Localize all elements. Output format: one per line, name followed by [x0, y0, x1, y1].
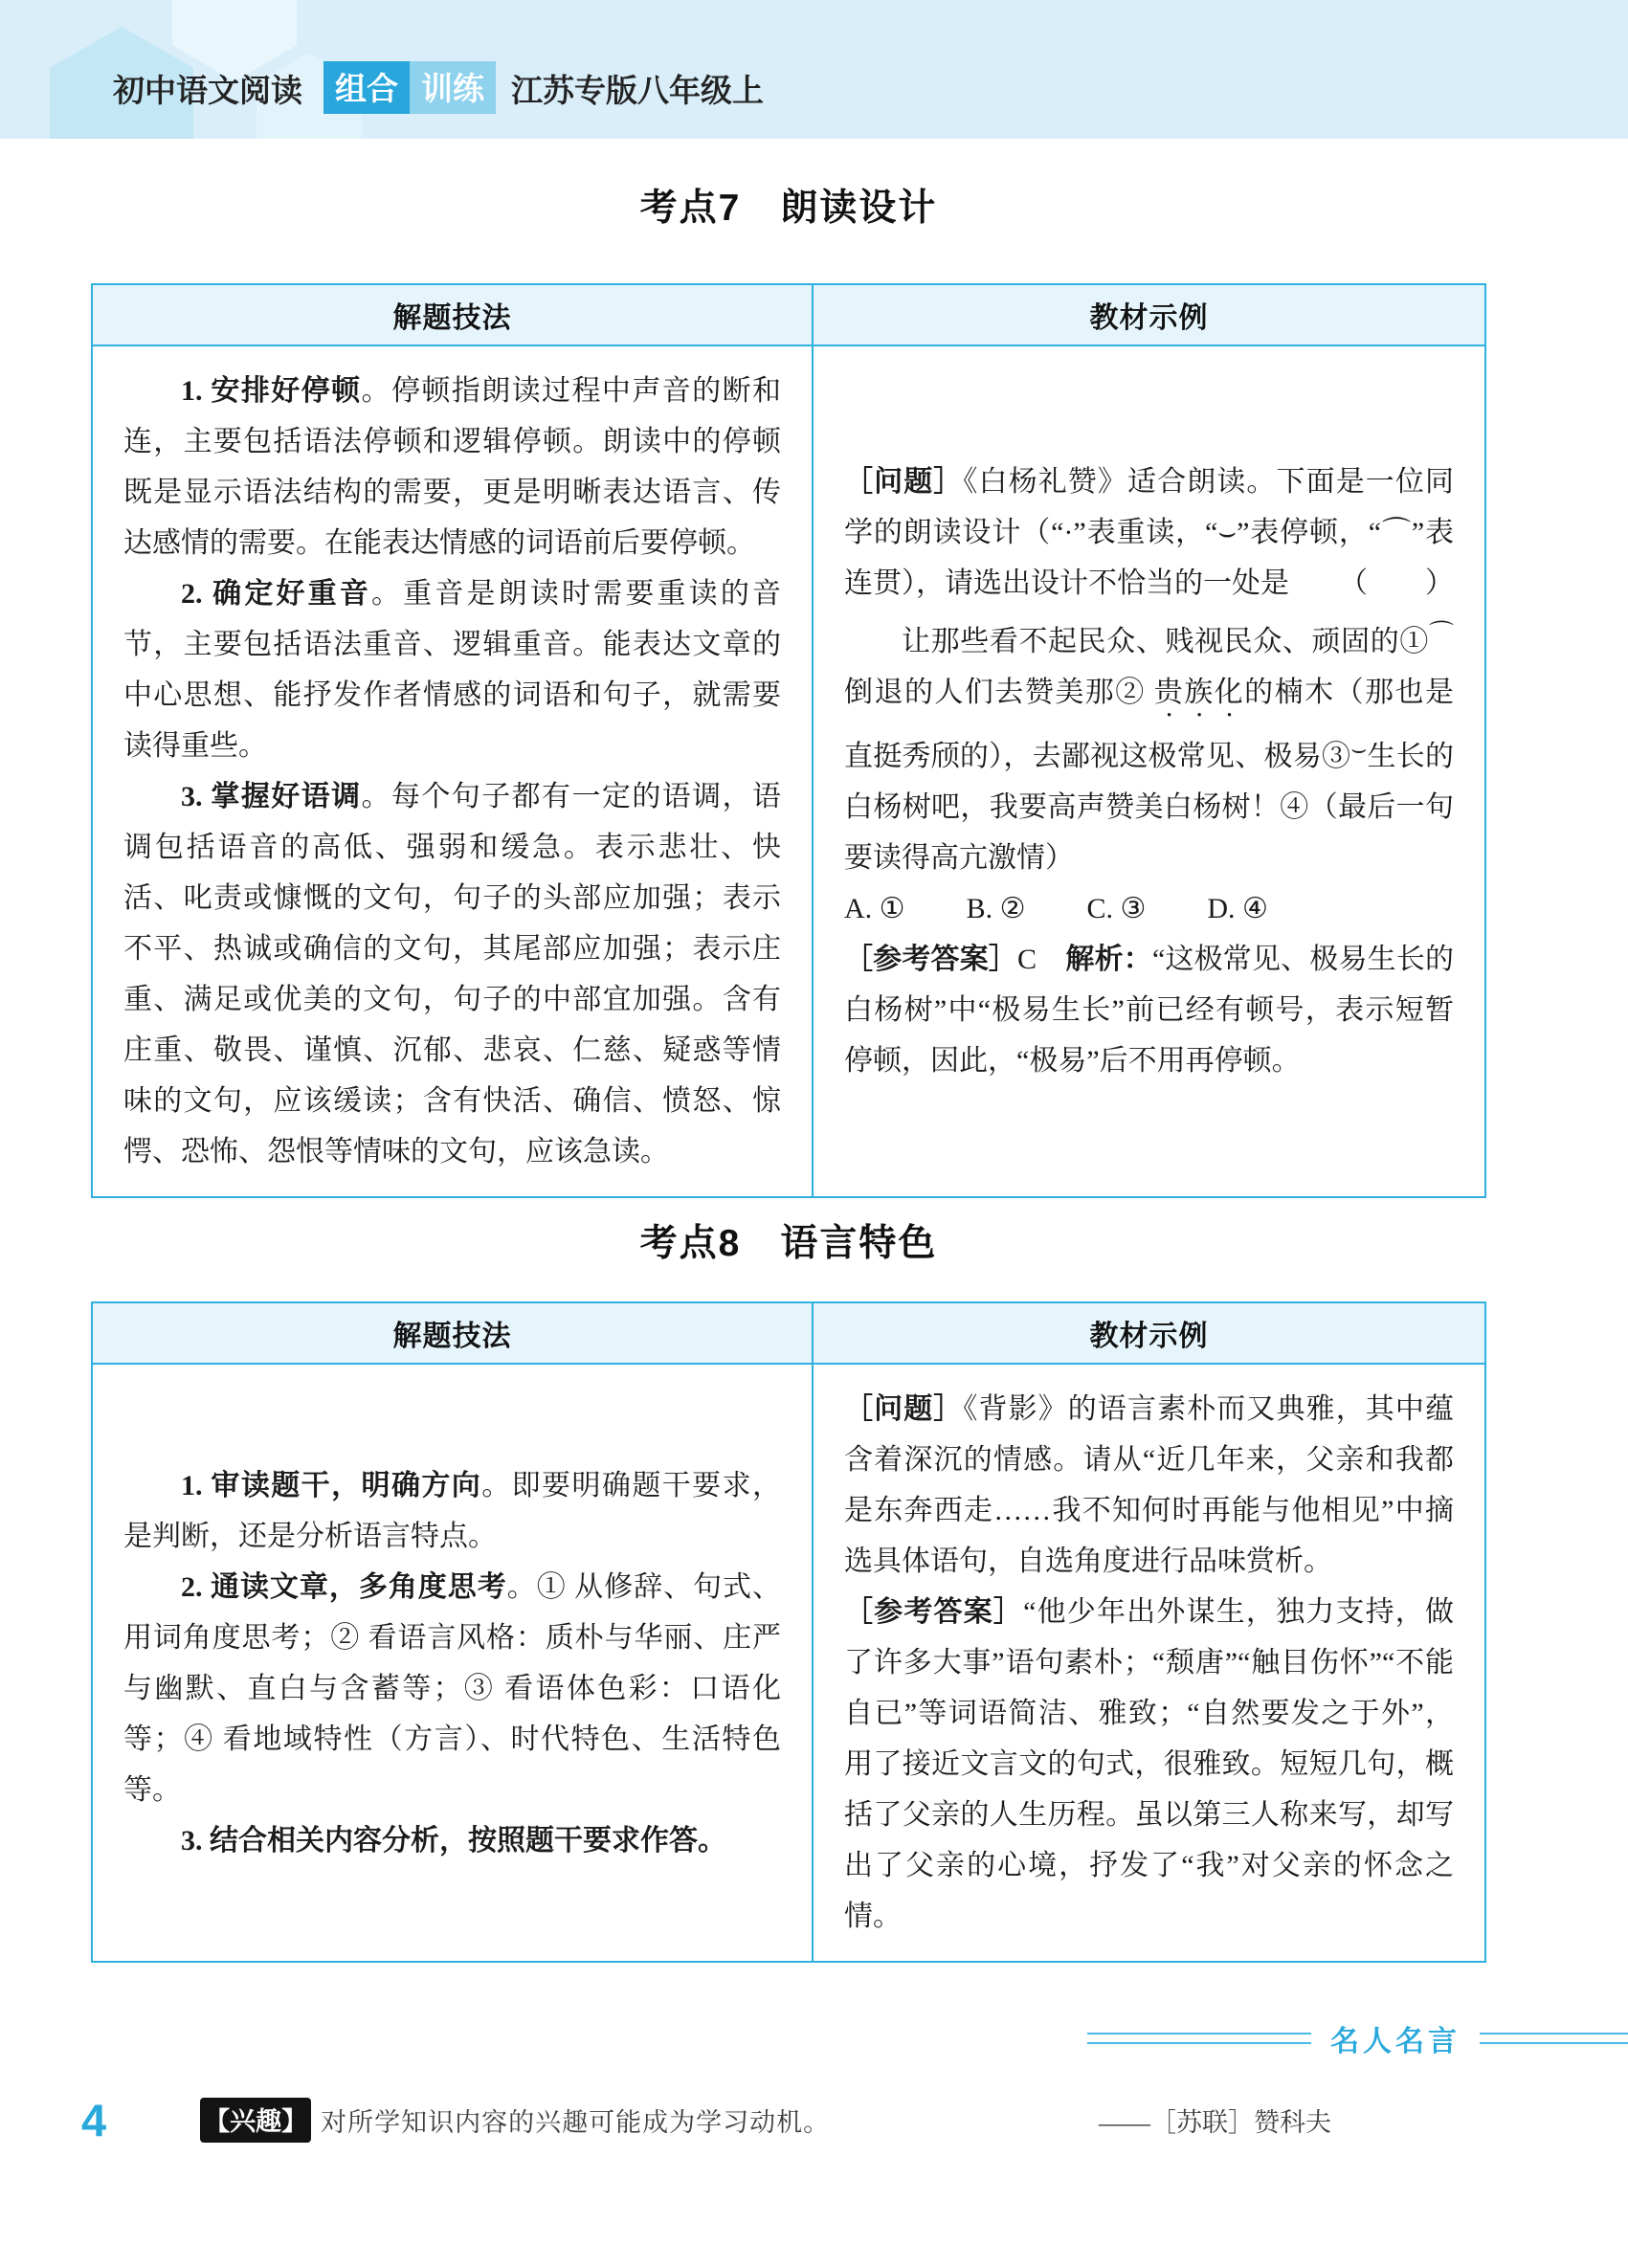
section8-example-cell — [812, 1365, 1484, 1961]
paragraph: 1. 安排好停顿。停顿指朗读过程中声音的断和连，主要包括语法停顿和逻辑停顿。朗读中的停顿既是显示语法结构的需要，更是明晰表达语言、传达感情的需要。在能表达情感的词语前后要停顿。 — [123, 375, 782, 559]
paragraph: A. ① B. ② C. ③ D. ④ — [844, 893, 1268, 924]
example-column-header: 教材示例 — [812, 285, 1484, 345]
page-number: 4 — [81, 2094, 107, 2146]
badge-zuhe: 组合 — [323, 61, 410, 114]
section8-table-body — [93, 1365, 1484, 1961]
technique-column-header: 解题技法 — [392, 302, 512, 334]
paragraph: ［问题］《白杨礼赞》适合朗读。下面是一位同学的朗读设计（“·”表重读，“⌣”表停顿，“⌒”表连贯），请选出设计不恰当的一处是 （ ） — [844, 466, 1455, 599]
paragraph: 3. 掌握好语调。每个句子都有一定的语调，语调包括语音的高低、强弱和缓急。表示悲壮、快活、叱责或慷慨的文句，句子的头部应加强；表示不平、热诚或确信的文句，其尾部应加强；表示庄重、满足或优美的文句，句子的中部宜加强。含有庄重、敬畏、谨慎、沉郁、悲哀、仁慈、疑惑等情味的文句，应该缓读；含有快活、确信、愤怒、惊愕、恐怖、怨恨等情味的文句，应该急读。 — [123, 781, 782, 1167]
paragraph: 2. 通读文章，多角度思考。① 从修辞、句式、用词角度思考；② 看语言风格：质朴与华丽、庄严与幽默、直白与含蓄等；③ 看语体色彩：口语化等；④ 看地域特性（方言）、时代特色、生活特色等。 — [123, 1570, 782, 1806]
page-footer — [81, 2091, 1547, 2148]
quote-source: ——［苏联］赞科夫 — [1099, 2107, 1331, 2137]
famous-quotes-label: 名人名言 — [1330, 2026, 1461, 2057]
section8-table-header-row — [93, 1303, 1484, 1365]
section7-table-header-row — [93, 285, 1484, 346]
section8-technique-cell — [93, 1365, 812, 1961]
famous-quotes-banner — [1087, 2017, 1628, 2059]
example-column-header: 教材示例 — [812, 1303, 1484, 1363]
quote-text: 对所学知识内容的兴趣可能成为学习动机。 — [321, 2107, 831, 2137]
section7-example-cell — [812, 346, 1484, 1196]
paragraph: 2. 确定好重音。重音是朗读时需要重读的音节，主要包括语法重音、逻辑重音。能表达文章的中心思想、能抒发作者情感的词语和句子，就需要读得重些。 — [123, 578, 781, 762]
section7-table-body — [93, 346, 1484, 1196]
quote-tag-badge: 【兴趣】 — [200, 2098, 311, 2143]
page-header — [0, 0, 1628, 139]
technique-column-header: 解题技法 — [392, 1321, 512, 1352]
paragraph: 1. 审读题干，明确方向。即要明确题干要求，是判断，还是分析语言特点。 — [123, 1469, 782, 1552]
double-line-divider — [1087, 2033, 1311, 2044]
paragraph: ［参考答案］C 解析：“这极常见、极易生长的白杨树”中“极易生长”前已经有顿号，表示短暂停顿，因此，“极易”后不用再停顿。 — [844, 944, 1454, 1077]
paragraph: 让那些看不起民众、贱视民众、顽固的①⌒倒退的人们去赞美那② 贵族化的楠木（那也是直挺秀颀的），去鄙视这极常见、极易③⌣生长的白杨树吧，我要高声赞美白杨树！④（最后一句要读得高亢激情） — [844, 620, 1455, 874]
double-line-divider — [1480, 2033, 1628, 2044]
badge-xunlian: 训练 — [410, 61, 496, 114]
section7-title: 考点7 朗读设计 — [639, 188, 938, 229]
header-title — [113, 63, 764, 114]
header-series-title: 初中语文阅读 — [113, 73, 302, 108]
section7-table — [91, 283, 1486, 1198]
section7-technique-cell — [93, 346, 812, 1196]
section8-table — [91, 1301, 1486, 1963]
paragraph: ［问题］《背影》的语言素朴而又典雅，其中蕴含着深沉的情感。请从“近几年来，父亲和我都是东奔西走……我不知何时再能与他相见”中摘选具体语句，自选角度进行品味赏析。 — [844, 1393, 1455, 1577]
section8-title: 考点8 语言特色 — [639, 1223, 938, 1264]
header-edition-title: 江苏专版八年级上 — [511, 73, 764, 108]
paragraph: 3. 结合相关内容分析，按照题干要求作答。 — [181, 1824, 726, 1857]
paragraph: ［参考答案］“他少年出外谋生，独力支持，做了许多大事”语句素朴；“颓唐”“触目伤怀”“不能自已”等词语简洁、雅致；“自然要发之于外”，用了接近文言文的句式，很雅致。短短几句，概括了父亲的人生历程。虽以第三人称来写，却写出了父亲的心境，抒发了“我”对父亲的怀念之情。 — [844, 1596, 1454, 1932]
